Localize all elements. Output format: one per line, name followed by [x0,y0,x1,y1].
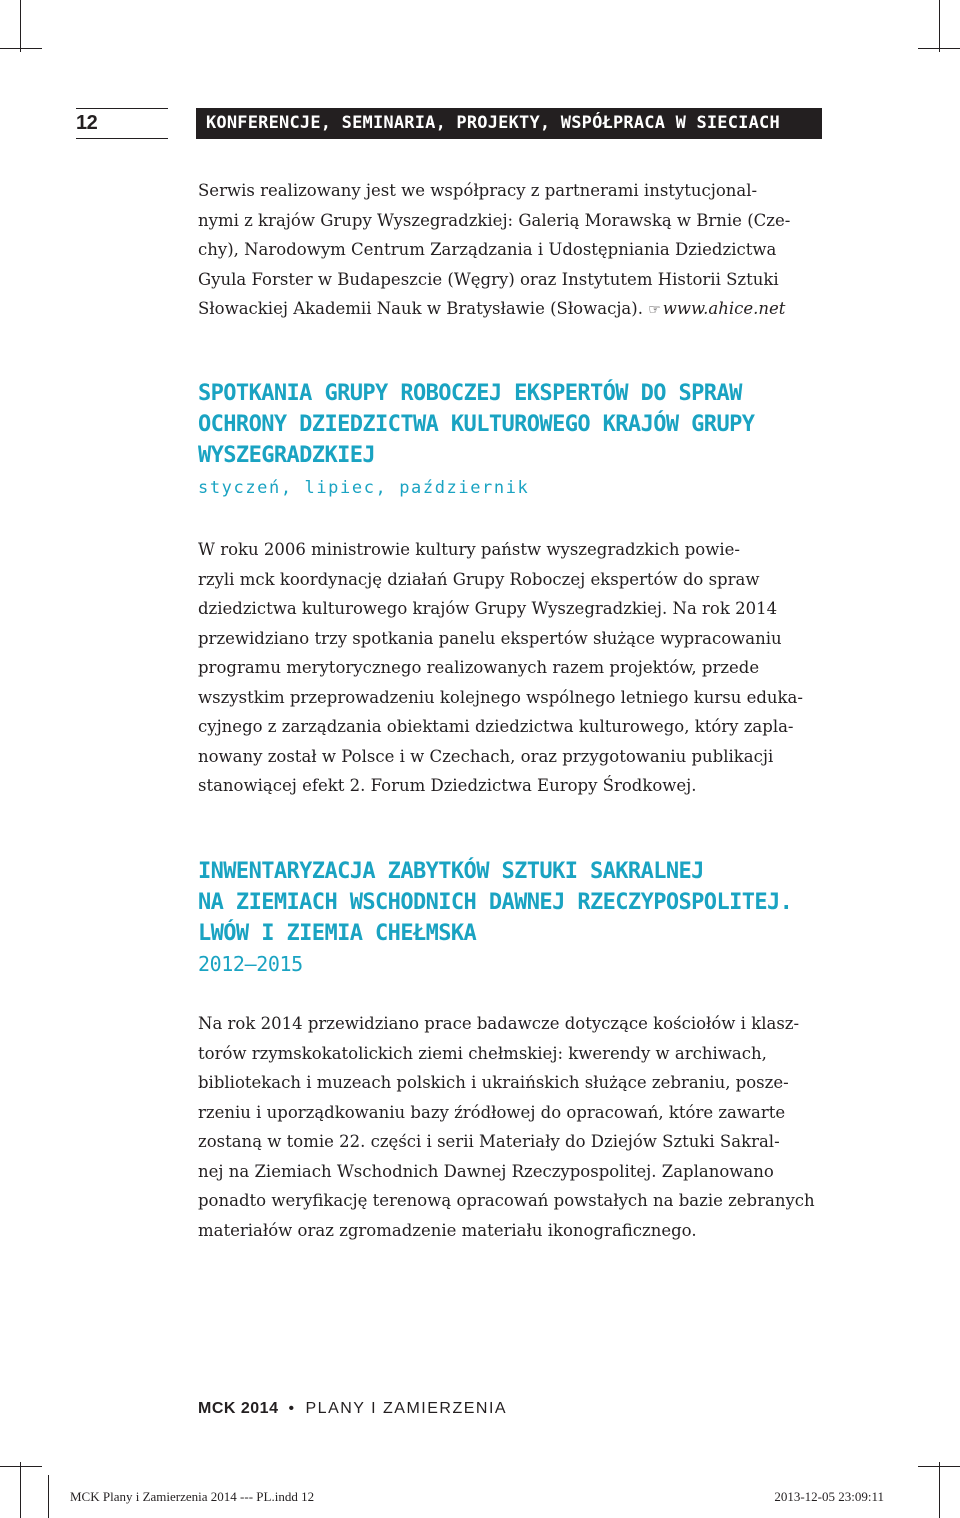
section-subtitle-dates: styczeń, lipiec, październik [198,478,530,498]
intro-paragraph [198,176,833,326]
footer-title: PLANY I ZAMIERZENIA [305,1400,508,1417]
text-line: zostaną w tomie 22. części i serii Materiały do Dziejów Sztuki Sakral- [198,1132,780,1151]
slug-timestamp: 2013-12-05 23:09:11 [774,1489,884,1504]
section-date-range: 2012–2015 [198,952,303,976]
title-line: SPOTKANIA GRUPY ROBOCZEJ EKSPERTÓW DO SPRAW [198,381,742,406]
text-line: nowany został w Polsce i w Czechach, oraz przygotowaniu publikacji [198,746,774,766]
text-line: chy), Narodowym Centrum Zarządzania i Udostępniania Dziedzictwa [198,240,777,259]
crop-mark [939,0,940,52]
text-line: rzeniu i uporządkowaniu bazy źródłowej do opracowań, które zawarte [198,1102,786,1122]
text-line: Na rok 2014 przewidziano prace badawcze dotyczące kościołów i klasz- [198,1014,800,1033]
pointing-hand-icon: ☞ [648,302,661,318]
text-line: W roku 2006 ministrowie kultury państw wyszegradzkich powie- [198,540,740,559]
footer-bullet: • [288,1400,296,1417]
text-line: ponadto weryfikację terenową opracowań powstałych na bazie zebranych [198,1191,815,1210]
crop-mark [0,1466,42,1467]
text-line: rzyli mck koordynację działań Grupy Roboczej ekspertów do spraw [198,569,760,589]
text-line: torów rzymskokatolickich ziemi chełmskiej: kwerendy w archiwach, [198,1043,767,1063]
text-line: Gyula Forster w Budapeszcie (Węgry) oraz Instytutem Historii Sztuki [198,269,779,289]
website-link[interactable] [648,299,785,318]
title-line: LWÓW I ZIEMIA CHEŁMSKA [198,921,477,946]
footer-brand: MCK 2014 [198,1400,279,1417]
text-line: nymi z krajów Grupy Wyszegradzkiej: Galerią Morawską w Brnie (Cze- [198,210,791,230]
title-line: WYSZEGRADZKIEJ [198,443,376,468]
text-line: wszystkim przeprowadzeniu kolejnego wspólnego letniego kursu eduka- [198,687,803,707]
crop-mark [20,1462,21,1518]
text-line: materiałów oraz zgromadzenie materiału ikonograficznego. [198,1220,697,1240]
page-number: 12 [76,112,98,134]
slug-filename: MCK Plany i Zamierzenia 2014 --- PL.indd 12 [70,1489,315,1504]
text-line-content: Słowackiej Akademii Nauk w Bratysławie (Słowacja). [198,299,643,318]
section2-paragraph [198,1009,833,1245]
text-line: bibliotekach i muzeach polskich i ukraińskich służące zebraniu, posze- [198,1073,789,1092]
slug-divider [48,1475,49,1518]
text-line: dziedzictwa kulturowego krajów Grupy Wyszegradzkiej. Na rok 2014 [198,599,778,618]
running-header: KONFERENCJE, SEMINARIA, PROJEKTY, WSPÓŁPRACA W SIECIACH [196,108,822,139]
text-line: cyjnego z zarządzania obiektami dziedzictwa kulturowego, który zapla- [198,717,794,736]
text-line: programu merytorycznego realizowanych razem projektów, przede [198,658,760,677]
section-title-experts-meetings [198,378,838,471]
crop-mark [918,48,960,49]
crop-mark [939,1462,940,1518]
crop-mark [0,48,42,49]
page-footer [198,1400,507,1418]
page-number-rule-top [76,108,168,109]
crop-mark [918,1466,960,1467]
section1-paragraph [198,535,833,801]
website-link-text: www.ahice.net [662,299,786,318]
text-line: stanowiącej efekt 2. Forum Dziedzictwa Europy Środkowej. [198,776,697,795]
title-line: NA ZIEMIACH WSCHODNICH DAWNEJ RZECZYPOSPOLITEJ. [198,890,793,915]
title-line: INWENTARYZACJA ZABYTKÓW SZTUKI SAKRALNEJ [198,859,704,884]
text-line [198,294,833,326]
section-title-inventory [198,856,838,949]
crop-mark [20,0,21,52]
page-number-rule-bottom [76,138,168,139]
text-line: nej na Ziemiach Wschodnich Dawnej Rzeczypospolitej. Zaplanowano [198,1161,774,1181]
text-line: Serwis realizowany jest we współpracy z partnerami instytucjonal- [198,181,758,200]
text-line: przewidziano trzy spotkania panelu ekspertów służące wypracowaniu [198,628,782,648]
title-line: OCHRONY DZIEDZICTWA KULTUROWEGO KRAJÓW GRUPY [198,412,755,437]
